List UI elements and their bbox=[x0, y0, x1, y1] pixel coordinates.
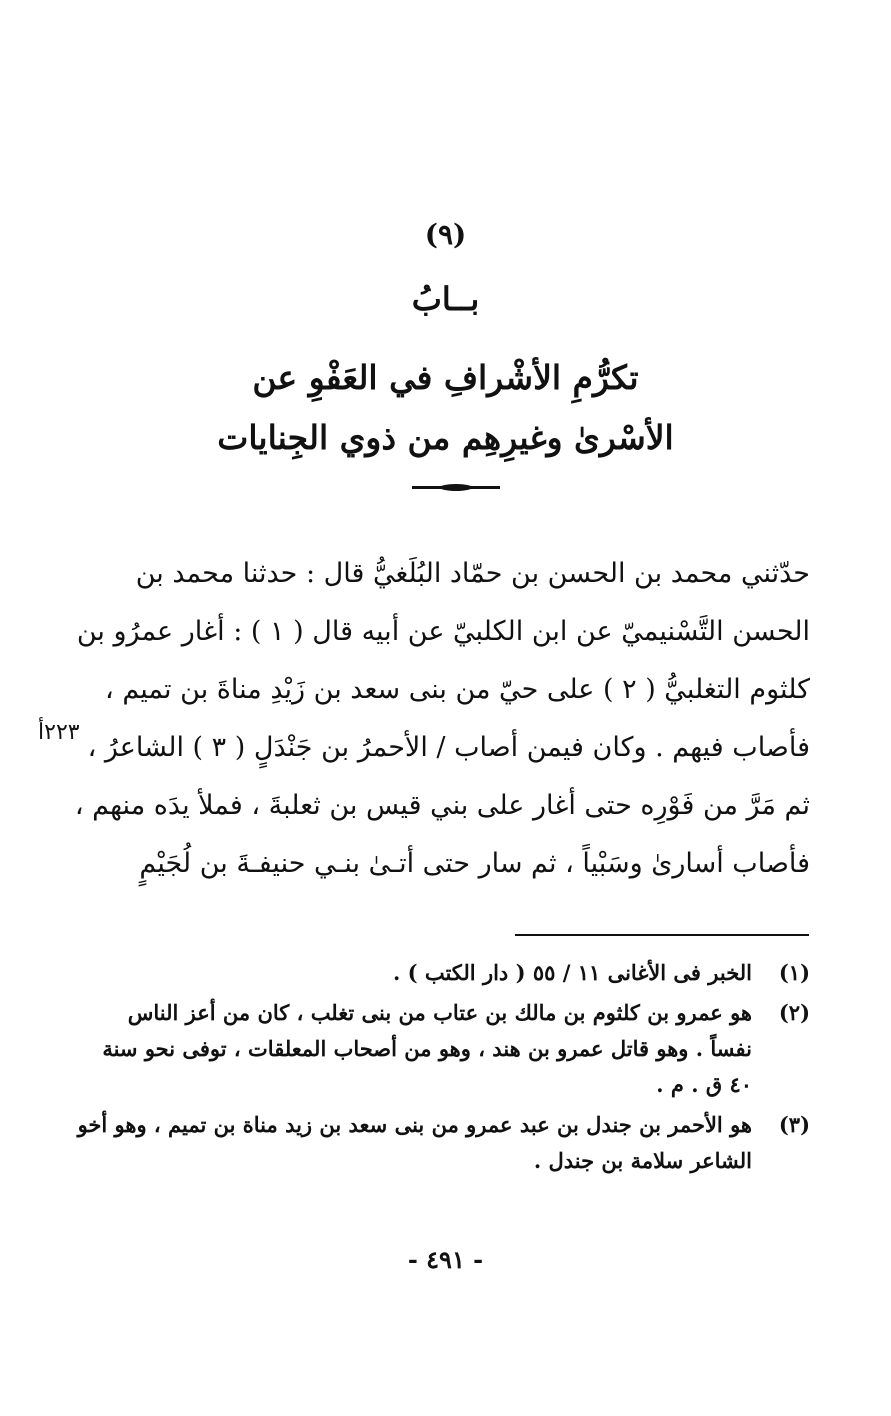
footnotes bbox=[77, 955, 810, 1183]
footnote-text bbox=[78, 1107, 752, 1179]
footnote-line: الشاعر سلامة بن جندل . bbox=[533, 1148, 752, 1173]
section-heading: بــابُ bbox=[411, 280, 480, 318]
page-number: - ٤٩١ - bbox=[407, 1245, 484, 1274]
body-line: فأصاب أسارىٰ وسَبْياً ، ثم سار حتى أتـىٰ بنـي حنيفـةَ بن لُجَيْمٍ bbox=[139, 848, 810, 879]
body-paragraph bbox=[74, 545, 810, 893]
footnote-1 bbox=[105, 955, 810, 991]
footnote-line: الخبر فى الأغانى ١١ / ٥٥ ( دار الكتب ) . bbox=[392, 960, 752, 985]
footnote-number: (١) bbox=[778, 960, 810, 985]
title-ornament-divider bbox=[412, 486, 500, 489]
footnote-number: (٣) bbox=[778, 1112, 810, 1137]
body-line: فأصاب فيهم . وكان فيمن أصاب / الأحمرُ بن جَنْدَلٍ ( ٣ ) الشاعرُ ، bbox=[87, 732, 810, 763]
footnote-line: هو الأحمر بن جندل بن عبد عمرو من بنى سعد بن زيد مناة بن تميم ، وهو أخو bbox=[77, 1112, 752, 1137]
body-line: كلثوم التغلبيُّ ( ٢ ) على حيّ من بنى سعد بن زَيْدِ مناةَ بن تميم ، bbox=[105, 674, 810, 705]
body-line: الحسن التَّسْنيميّ عن ابن الكلبيّ عن أبيه قال ( ١ ) : أغار عمرُو بن bbox=[76, 616, 810, 647]
footnote-number: (٢) bbox=[778, 1000, 810, 1025]
footnote-text bbox=[105, 955, 752, 991]
manuscript-folio-note: ٢٢٣أ bbox=[38, 720, 80, 745]
footnote-text bbox=[102, 995, 752, 1103]
chapter-title-line-1: تكرُّمِ الأشْرافِ في العَفْوِ عن bbox=[252, 358, 639, 397]
footnote-line: نفساً . وهو قاتل عمرو بن هند ، وهو من أصحاب المعلقات ، توفى نحو سنة bbox=[102, 1036, 752, 1061]
chapter-title-line-2: الأسْرىٰ وغيرِهِم من ذوي الجِنايات bbox=[217, 418, 674, 457]
footnote-line: هو عمرو بن كلثوم بن مالك بن عتاب من بنى تغلب ، كان من أعز الناس bbox=[127, 1000, 752, 1025]
body-line: حدّثني محمد بن الحسن بن حمّاد البُلَغيُّ قال : حدثنا محمد بن bbox=[135, 558, 810, 589]
footnote-line: ٤٠ ق . م . bbox=[656, 1072, 752, 1097]
footnote-separator bbox=[515, 934, 809, 936]
body-line: ثم مَرَّ من فَوْرِه حتى أغار على بني قيس بن ثعلبةَ ، فملأ يدَه منهم ، bbox=[74, 790, 810, 821]
chapter-number: (٩) bbox=[424, 218, 467, 251]
footnote-3 bbox=[77, 1107, 810, 1179]
footnote-2 bbox=[102, 995, 810, 1103]
